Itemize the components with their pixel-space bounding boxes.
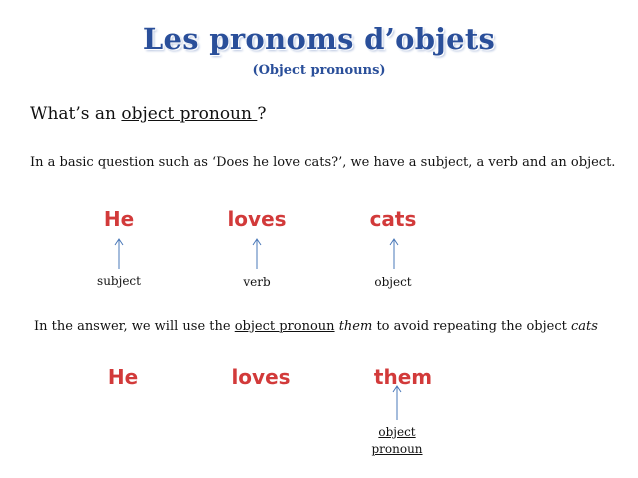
answer-part1: In the answer, we will use the bbox=[34, 319, 235, 334]
arrow-up-icon bbox=[392, 385, 402, 421]
example1-word-subject: He bbox=[103, 207, 135, 231]
intro-sentence: In a basic question such as ‘Does he love cats?’, we have a subject, a verb and an object. bbox=[30, 155, 616, 170]
question-heading bbox=[30, 104, 266, 124]
example1-word-verb: loves bbox=[227, 207, 287, 231]
label-subject: subject bbox=[97, 274, 141, 288]
label-object-pronoun-line2: pronoun bbox=[371, 442, 423, 456]
answer-sentence bbox=[34, 319, 598, 334]
label-object: object bbox=[374, 275, 412, 289]
answer-object: cats bbox=[570, 319, 598, 334]
example2-word-pronoun: them bbox=[373, 365, 433, 389]
answer-pronoun: them bbox=[338, 319, 373, 334]
question-suffix: ? bbox=[257, 104, 267, 124]
answer-part3: to avoid repeating the object bbox=[372, 319, 571, 334]
example1-word-object: cats bbox=[369, 207, 417, 231]
example2-word-subject: He bbox=[107, 365, 139, 389]
arrow-up-icon bbox=[114, 238, 124, 270]
arrow-up-icon bbox=[252, 238, 262, 270]
label-object-pronoun-line1: object bbox=[378, 425, 416, 439]
question-prefix: What’s an bbox=[30, 104, 122, 124]
label-verb: verb bbox=[243, 275, 271, 289]
example2-word-verb: loves bbox=[231, 365, 291, 389]
answer-term: object pronoun bbox=[234, 319, 335, 334]
arrow-up-icon bbox=[389, 238, 399, 270]
question-term: object pronoun bbox=[121, 104, 258, 124]
page-subtitle: (Object pronouns) bbox=[252, 63, 386, 78]
page-title: Les pronoms d’objets bbox=[142, 22, 496, 56]
